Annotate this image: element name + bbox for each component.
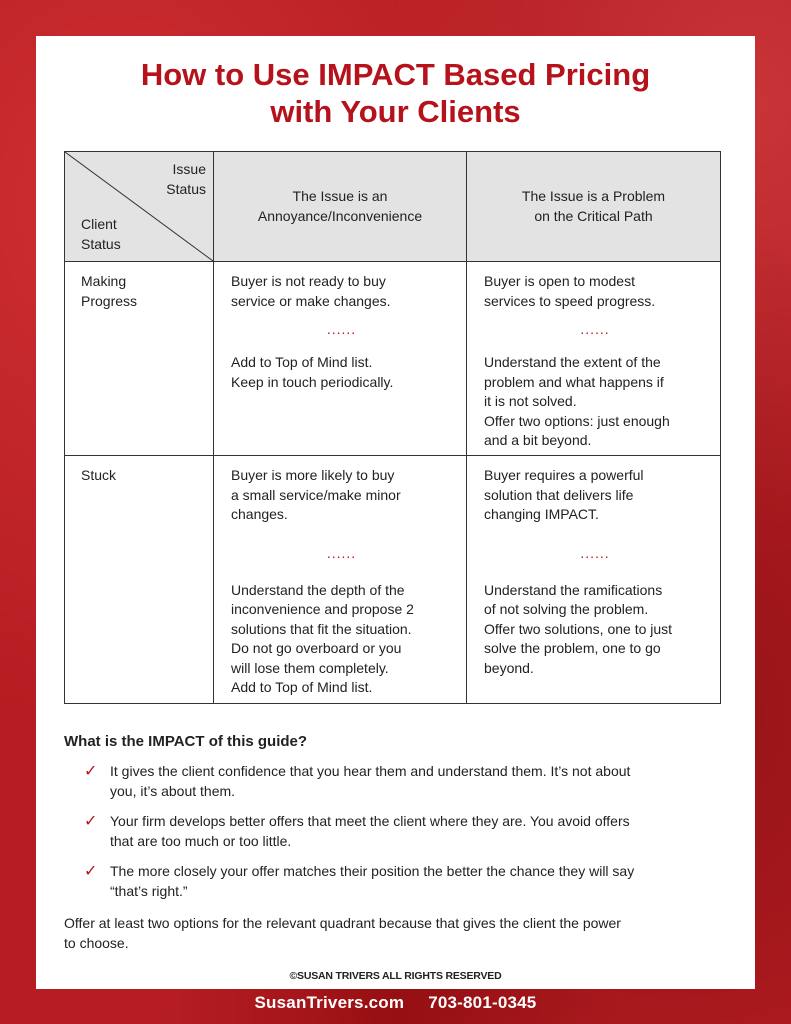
client-status-label — [81, 215, 121, 254]
row-label-line-1: Making — [81, 273, 127, 289]
column-header-problem-line-1: The Issue is a Problem — [521, 188, 666, 204]
cell-text: Buyer is not ready to buy — [231, 273, 386, 289]
page-title — [36, 56, 755, 130]
check-text: It gives the client confidence that you hear them and understand them. It’s not about — [110, 763, 631, 779]
cell-text: Keep in touch periodically. — [231, 373, 394, 390]
check-mark-icon: ✓ — [84, 813, 98, 830]
row-label-line-2: Progress — [81, 292, 138, 309]
column-header-annoyance — [214, 152, 467, 262]
issue-status-label — [166, 160, 206, 199]
closing-paragraph — [64, 914, 724, 953]
impact-check-list — [64, 762, 724, 912]
cell-text: a small service/make minor — [231, 486, 401, 503]
title-line-2: with Your Clients — [270, 94, 521, 129]
copyright-notice: ©SUSAN TRIVERS ALL RIGHTS RESERVED — [289, 970, 502, 982]
check-mark-icon: ✓ — [84, 863, 98, 880]
title-line-1: How to Use IMPACT Based Pricing — [140, 57, 651, 92]
check-list-item — [64, 812, 724, 851]
dots-separator: ...... — [326, 321, 357, 337]
row-label-stuck — [65, 456, 214, 704]
cell-text: solutions that fit the situation. — [231, 620, 412, 637]
dots-separator: ...... — [580, 321, 610, 337]
row-label-line-1: Stuck — [81, 467, 117, 483]
cell-text: services to speed progress. — [484, 292, 656, 309]
check-list-item — [64, 762, 724, 801]
cell-text: Offer two solutions, one to just — [484, 620, 673, 637]
cell-text: it is not solved. — [484, 393, 577, 409]
corner-header-cell — [65, 152, 214, 262]
check-text: “that’s right.” — [110, 882, 188, 899]
cell-text: solve the problem, one to go — [484, 640, 661, 656]
cell-text: beyond. — [484, 659, 534, 676]
issue-status-line-1: Issue — [172, 161, 206, 177]
pricing-matrix-table — [64, 151, 721, 704]
cell-text: Buyer is more likely to buy — [231, 467, 395, 483]
check-list-item — [64, 862, 724, 901]
cell-text: changes. — [231, 506, 288, 522]
cell-text: Buyer is open to modest — [484, 273, 635, 289]
column-header-problem — [467, 152, 721, 262]
column-header-annoyance-line-1: The Issue is an — [292, 188, 388, 204]
row-label-making-progress — [65, 262, 214, 456]
client-status-line-1: Client — [81, 216, 117, 232]
check-mark-icon: ✓ — [84, 763, 98, 780]
closing-line: to choose. — [64, 934, 129, 951]
cell-stuck-annoyance — [214, 456, 467, 704]
client-status-line-2: Status — [81, 235, 121, 252]
cell-text: solution that delivers life — [484, 486, 634, 503]
cell-text: and a bit beyond. — [484, 432, 592, 448]
dots-separator: ...... — [580, 544, 610, 561]
dots-separator: ...... — [326, 544, 357, 561]
cell-text: changing IMPACT. — [484, 506, 599, 522]
cell-text: Offer two options: just enough — [484, 412, 670, 429]
document-page — [36, 36, 755, 989]
impact-heading: What is the IMPACT of this guide? — [64, 733, 308, 750]
issue-status-line-2: Status — [166, 180, 206, 197]
check-text: that are too much or too little. — [110, 832, 292, 849]
cell-text: inconvenience and propose 2 — [231, 601, 414, 617]
cell-text: Understand the ramifications — [484, 581, 663, 598]
cell-text: Add to Top of Mind list. — [231, 354, 373, 370]
cell-text: Understand the extent of the — [484, 354, 661, 370]
footer-phone[interactable]: 703-801-0345 — [428, 993, 537, 1012]
cell-text: Do not go overboard or you — [231, 640, 402, 656]
cell-text: service or make changes. — [231, 292, 391, 309]
footer-website-link[interactable]: SusanTrivers.com — [254, 993, 405, 1012]
cell-progress-annoyance — [214, 262, 467, 456]
cell-text: Add to Top of Mind list. — [231, 679, 373, 695]
cell-text: of not solving the problem. — [484, 601, 649, 617]
check-text: Your firm develops better offers that meet the client where they are. You avoid offers — [110, 813, 630, 829]
column-header-annoyance-line-2: Annoyance/Inconvenience — [257, 207, 423, 224]
cell-progress-problem — [467, 262, 721, 456]
cell-stuck-problem — [467, 456, 721, 704]
check-text: you, it’s about them. — [110, 782, 236, 799]
footer-contact — [0, 993, 791, 1013]
check-text: The more closely your offer matches their position the better the chance they will say — [110, 863, 635, 879]
column-header-problem-line-2: on the Critical Path — [534, 207, 653, 224]
cell-text: Buyer requires a powerful — [484, 467, 644, 483]
closing-line: Offer at least two options for the relevant quadrant because that gives the client the power — [64, 915, 621, 931]
cell-text: will lose them completely. — [231, 659, 389, 676]
cell-text: Understand the depth of the — [231, 581, 405, 598]
cell-text: problem and what happens if — [484, 373, 664, 390]
